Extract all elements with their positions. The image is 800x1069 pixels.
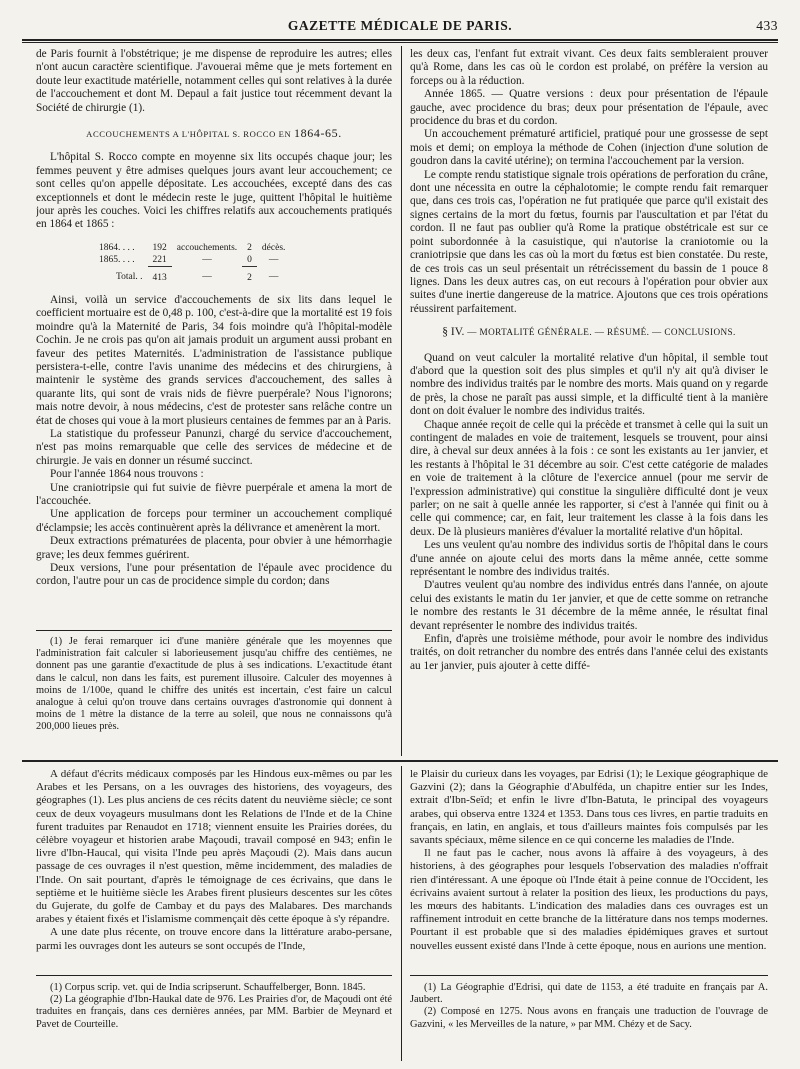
lower-right-footnotes <box>410 982 768 1062</box>
paragraph: Pour l'année 1864 nous trouvons : <box>50 468 204 481</box>
table-cell: — <box>202 254 212 265</box>
table-cell: — <box>202 272 212 283</box>
column-divider-lower <box>401 766 402 1061</box>
right-column <box>410 48 768 754</box>
header-rule <box>22 39 778 41</box>
paragraph: Le compte rendu statistique signale trois opérations de perforation du crâne, dont une nécessita en outre la céphalotomie; le compte rendu fait remarquer que, dans ces trois cas, l'opération ne fut pratiquée que parce qu'il existait des signes certains de la mort du fœtus, fournis par l'auscultation et par l'état du cordon. Il ne faut pas oublier qu'à Rome la pratique obstétricale est sur ce point subordonnée à la casuistique, qui n'autorise la craniotomie ou la craniotripsie que dans les cas où la mort du fœtus est bien constatée. Du reste, de ces trois cas un seul présentait un rétrécissement du bassin de 1 pouce 8 lignes. Dans les deux autres cas, on eut recours à l'opération pour obvier aux suites d'une inertie dangereuse de la matrice. Ajoutons que ces trois opérations réussirent parfaitement. <box>410 168 768 315</box>
table-cell: 1864. . . . <box>99 242 135 253</box>
paragraph: La statistique du professeur Panunzi, chargé du service d'accouchement, n'est pas moins remarquable que celle des services de médecine et de chirurgie. Je vais en donner un résumé succinct. <box>36 427 392 467</box>
paragraph: Deux extractions prématurées de placenta, pour obvier à une hémorrhagie grave; les deux femmes guérirent. <box>36 535 392 561</box>
section-heading-years: 1864-65. <box>294 126 342 141</box>
paragraph: Il ne faut pas le cacher, nous avons là affaire à des voyageurs, à des historiens, à des géographes pour lesquels l'observation des maladies n'offrait rien d'intéressant. A une époque où l'Inde était à peine connue de l'Occident, les écrivains avaient surtout à relater la position des lieux, les productions du pays, les mœurs des habitants. L'indication des maladies dans ces ouvrages est un raffinement introduit en cette branche de la littérature dans nos temps modernes. Pourtant il est probable que si des maladies épidémiques graves et surtout nouvelles eussent existé dans l'Inde à cette époque, nous en aurions une mention. <box>410 847 768 952</box>
paragraph: A défaut d'écrits médicaux composés par les Hindous eux-mêmes ou par les Arabes et les Persans, on a les ouvrages des historiens, des voyageurs, des géographes (1). Les plus anciens de ces récits datent du neuvième siècle; ce sont ceux de deux voyageurs musulmans dont les Relations de l'Inde et de la Chine furent traduites par Renaudot en 1718; viennent ensuite les Prairies dorées, du célèbre voyageur et historien arabe Maçoudi, travail composé en 943; enfin le livre d'Ibn-Haucal, qui visita l'Inde peu après Maçoudi (2). Mais dans aucun passage de ces ouvrages il n'est question, même incidemment, des maladies de l'Inde. On sait pourtant, d'après le témoignage de ces écrivains, que dans le septième et le huitième siècle les Arabes firent plusieurs descentes sur les côtes du Gujerate, du golfe de Cambay et du pays des Malabares. Des marchands arabes y étaient fixés et l'islamisme commençait dès cette époque à s'y répandre. <box>36 768 392 926</box>
table-row <box>94 242 290 254</box>
table-cell: — <box>268 272 279 283</box>
table-cell: 192 <box>152 242 167 253</box>
paragraph: Année 1865. — Quatre versions : deux pour présentation de l'épaule gauche, avec procidence du bras; deux pour présentation de l'épaule, avec procidence du bras et du cordon. <box>410 88 768 128</box>
paragraph: D'autres veulent qu'au nombre des individus entrés dans l'année, on ajoute celui des existants le matin du 1er janvier, et que de cette somme on retranche le nombre des restants le 31 décembre de la même année, le résultat final devant représenter le nombre des individus traités. <box>410 579 768 632</box>
section-heading <box>410 326 768 339</box>
table-cell: accouchements. <box>176 242 238 253</box>
paragraph: le Plaisir du curieux dans les voyages, par Edrisi (1); le Lexique géographique de Gazvini (2); dans la Géographie d'Abulféda, un chapitre entier sur les Indes, extrait d'Ibn-Seïd; et enfin le livre d'Ibn-Batuta, le principal des voyageurs arabes, qui observa entre 1324 et 1353. Dans tous ces livres, en partie traduits en français, en latin, en anglais, et tous d'ailleurs maintes fois compulsés par les savants spéciaux, même silence en ce qui concerne les maladies de l'Inde. <box>410 768 768 847</box>
table-row-total <box>94 266 290 284</box>
paragraph: Enfin, d'après une troisième méthode, pour avoir le nombre des individus traités, on doit retrancher du nombre des entrés dans l'année celui des existants au 1er janvier, puis ajouter à cette diffé- <box>410 633 768 672</box>
section-heading-text: ACCOUCHEMENTS A L'HÔPITAL S. ROCCO EN <box>86 129 292 140</box>
page-number: 433 <box>756 18 778 33</box>
paragraph: Quand on veut calculer la mortalité relative d'un hôpital, il semble tout d'abord que la question soit des plus simples et qu'il n'y ait qu'à diviser le nombre des individus traités par le nombre des morts. Mais quand on y regarde de près, la chose ne paraît pas aussi simple, et la difficulté tient à la manière dont on doit évaluer le nombre des individus traités. <box>410 351 768 418</box>
paragraph: L'hôpital S. Rocco compte en moyenne six lits occupés chaque jour; les femmes peuvent y être admises quelques jours avant leur accouchement; ce sont celles qu'on appelle dépositate. Les accouchées, excepté dans des cas exceptionnels et dont le médecin reste le juge, quittent l'hôpital le huitième jour après les couches. Voici les chiffres relatifs aux accouchements pratiqués en 1864 et 1865 : <box>36 151 392 231</box>
table-cell: — <box>268 254 279 265</box>
paragraph: A une date plus récente, on trouve encore dans la littérature arabo-persane, parmi les ouvrages dont les auteurs se sont occupés de l'Inde, <box>36 926 392 952</box>
paragraph: Un accouchement prématuré artificiel, pratiqué pour une grossesse de sept mois et demi; on employa la méthode de Cohen (injection d'une solution de goudron dans la cavité utérine); on termina l'accouchement par la version. <box>410 128 768 168</box>
footnote-rule <box>36 975 392 976</box>
paragraph: Chaque année reçoit de celle qui la précède et transmet à celle qui la suit un contingent de malades en voie de traitement, lesquels se trouvent, pour ainsi dire, à cheval sur deux années à la fois : ce sont les existants au 1er janvier, et les restants à l'hôpital le 31 décembre au soir. C'est cette catégorie de malades en voie de traitement à la clôture de l'exercice annuel (pour me servir de l'expression administrative) qui constitue la singulière difficulté dont je veux parler; on ne sait à quelle année les rapporter, si c'est à l'année qui finit ou à celle qui commence; car, en fait, leur traitement les classe à la fois dans les deux. De là plusieurs manières d'évaluer la mortalité relative d'un hôpital. <box>410 418 768 538</box>
paragraph: les deux cas, l'enfant fut extrait vivant. Ces deux faits sembleraient prouver qu'à Rome, dans les cas où le cordon est prolabé, on préfère la version au forceps ou à la réduction. <box>410 48 768 87</box>
table-cell: 2 <box>247 272 252 283</box>
footnote-rule <box>36 630 392 631</box>
column-divider-upper <box>401 46 402 756</box>
footnote: (2) Composé en 1275. Nous avons en français une traduction de l'ouvrage de Gazvini, « les Merveilles de la nature, » par MM. Chézy et de Sacy. <box>410 1006 768 1030</box>
table-row <box>94 254 290 267</box>
paragraph: Une craniotripsie qui fut suivie de fièvre puerpérale et amena la mort de l'accouchée. <box>36 481 392 507</box>
paragraph: Une application de forceps pour terminer un accouchement compliqué d'éclampsie; les accès continuèrent après la délivrance et amenèrent la mort. <box>36 508 392 534</box>
paragraph: de Paris fournit à l'obstétrique; je me dispense de reproduire les autres; elles n'ont aucun caractère scientifique. J'avouerai même que je mets fortement en doute leur exactitude matérielle, notamment celles qui sont relatives à la durée de l'accouchement et dont M. Depaul a fait justice tout récemment devant la Société de chirurgie (1). <box>36 48 392 114</box>
footnote: (1) La Géographie d'Edrisi, qui date de 1153, a été traduite en français par A. Jaubert. <box>410 982 768 1006</box>
header-rule-thin <box>22 42 778 43</box>
table-cell: 413 <box>152 272 167 283</box>
table-cell: 2 <box>247 242 252 253</box>
table-cell: 0 <box>242 254 257 267</box>
footnote: (1) Corpus scrip. vet. qui de India scripserunt. Schauffelberger, Bonn. 1845. <box>50 982 366 993</box>
section-number: § IV. <box>442 326 465 339</box>
table-cell: Total. . <box>116 272 143 283</box>
lower-left-column <box>36 768 392 968</box>
footnote: (1) Je ferai remarquer ici d'une manière générale que les moyennes que l'administration fait calculer si laborieusement jusqu'au chiffre des centièmes, ne donnent pas une garantie d'exactitude de plus à ses indications. L'exactitude étant dans le calcul, non dans les faits, est purement illusoire. Calculer des moyennes à moins de 1/100e, quand le chiffre des unités est incertain, c'est faire un calcul analogue à celui qu'on trouve dans certains ouvrages d'astronomie qui donnent à moins de 1 mètre la distance de la terre au soleil, que nous ne connaissons qu'à 200,000 lieues près. <box>36 636 392 733</box>
footnote: (2) La géographie d'Ibn-Haukal date de 976. Les Prairies d'or, de Maçoudi ont été traduites en français, dans ces dernières années, par MM. Barbier de Meynard et Pavet de Courteille. <box>36 994 392 1030</box>
paragraph: Les uns veulent qu'au nombre des individus sortis de l'hôpital dans le cours d'une année on ajoute celui des morts dans la même année, cette somme représentant le nombre des individus traités. <box>410 539 768 579</box>
births-deaths-table <box>94 242 290 284</box>
table-cell: 221 <box>148 254 172 267</box>
journal-title: GAZETTE MÉDICALE DE PARIS. <box>287 18 513 33</box>
feuilleton-rule <box>22 760 778 762</box>
page-header <box>22 16 778 38</box>
table-cell: 1865. . . . <box>99 254 135 265</box>
lower-left-footnotes <box>36 982 392 1062</box>
lower-right-column <box>410 768 768 968</box>
section-heading <box>36 127 392 141</box>
paragraph: Ainsi, voilà un service d'accouchements de six lits dans lequel le coefficient mortuaire est de 0,48 p. 100, c'est-à-dire que la mortalité est 19 fois moindre qu'à la Maternité de Paris, 34 fois moindre qu'à l'hôpital-modèle Cochin. Je ne crois pas qu'on ait jamais produit un argument aussi probant en faveur des petites Maternités. L'administration de l'assistance publique persistera-t-elle, contre l'avis unanime des médecins et des chirurgiens, à maintenir le système des grands services d'accouchement, des salles à quarante lits, qui sont de vrais nids de fièvre puerpérale? Nous l'ignorons; mais notre devoir, à nous médecins, c'est de protester sans relâche contre un état de choses qui voue à la mort plusieurs centaines de femmes par an à Paris. <box>36 293 392 427</box>
left-footnote <box>36 636 392 754</box>
paragraph: Deux versions, l'une pour présentation de l'épaule avec procidence du cordon, l'autre pour un cas de procidence simple du cordon; dans <box>36 562 392 588</box>
footnote-rule <box>410 975 768 976</box>
table-cell: décès. <box>261 242 286 253</box>
left-column <box>36 48 392 628</box>
section-title: — MORTALITÉ GÉNÉRALE. — RÉSUMÉ. — CONCLUSIONS. <box>467 327 736 338</box>
